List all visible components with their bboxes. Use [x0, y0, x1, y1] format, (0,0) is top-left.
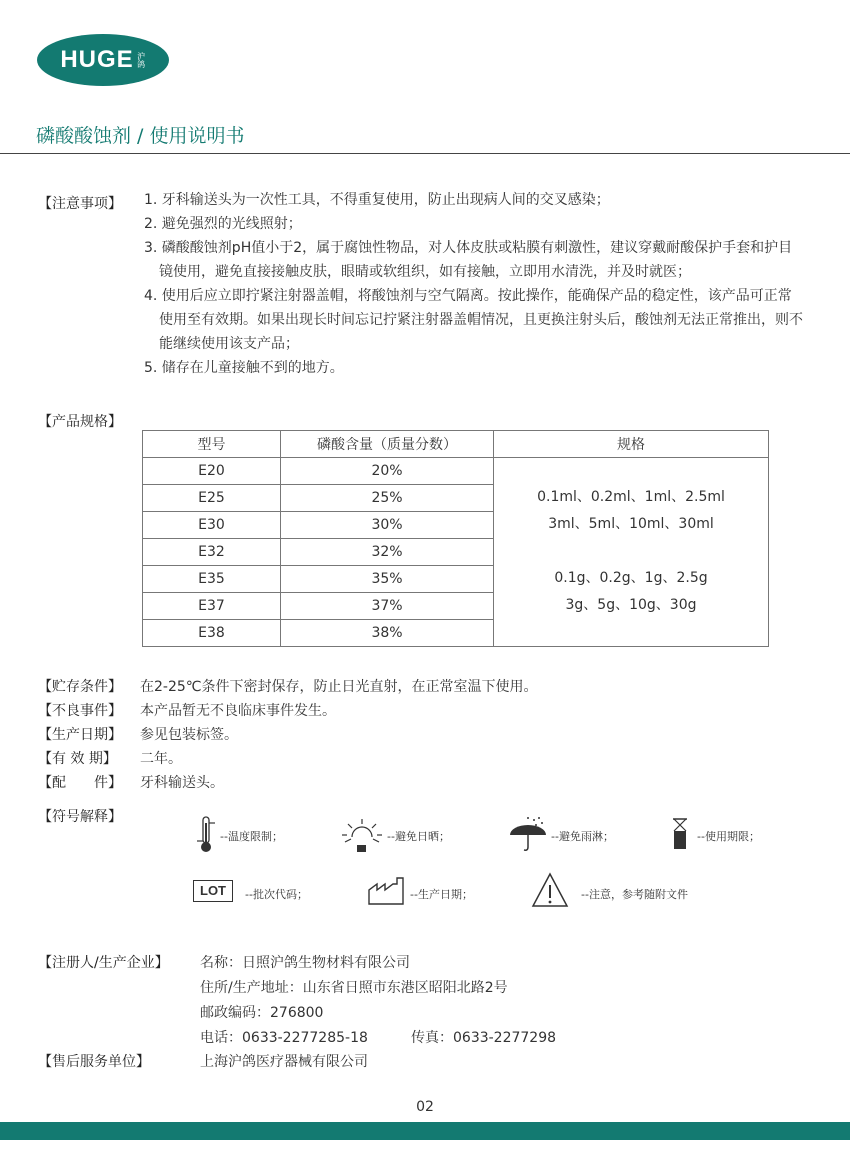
sizes-line: 3ml、5ml、10ml、30ml	[548, 516, 714, 532]
adverse-value: 本产品暂无不良临床事件发生。	[140, 703, 336, 719]
model-cell: E37	[143, 593, 281, 620]
logo-text: HUGE	[60, 46, 134, 73]
note-item-3: 3. 磷酸酸蚀剂pH值小于2，属于腐蚀性物品，对人体皮肤或粘膜有刺激性，建议穿戴耐酸保护手套和护目镜使用，避免直接接触皮肤，眼睛或软组织，如有接触，立即用水清洗，并及时就医；	[144, 240, 793, 280]
accessories-label: 【配 件】	[38, 775, 122, 791]
lot-symbol-text: --批次代码；	[245, 888, 308, 901]
model-cell: E35	[143, 566, 281, 593]
thermometer-icon	[194, 815, 218, 855]
content-cell: 37%	[281, 593, 494, 620]
content-cell: 35%	[281, 566, 494, 593]
content-cell: 25%	[281, 485, 494, 512]
footer-bar	[0, 1122, 850, 1140]
page-number: 02	[416, 1099, 434, 1115]
warning-icon	[531, 872, 569, 908]
note-item-1: 1. 牙科输送头为一次性工具，不得重复使用，防止出现病人间的交叉感染；	[144, 192, 610, 208]
storage-value: 在2-25℃条件下密封保存，防止日光直射，在正常室温下使用。	[140, 679, 538, 695]
sizes-line: 3g、5g、10g、30g	[565, 597, 697, 613]
table-row	[143, 458, 769, 485]
spec-header-model: 型号	[143, 431, 281, 458]
model-cell: E25	[143, 485, 281, 512]
factory-icon	[367, 876, 409, 906]
company-address: 住所/生产地址：山东省日照市东港区昭阳北路2号	[200, 980, 508, 996]
sizes-g-group	[494, 538, 768, 619]
content-cell: 38%	[281, 620, 494, 647]
sun-symbol-text: --避免日晒；	[387, 830, 450, 843]
storage-label: 【贮存条件】	[38, 679, 122, 695]
company-fax: 传真：0633-2277298	[411, 1030, 557, 1046]
spec-header-size: 规格	[494, 431, 769, 458]
note-item-4: 4. 使用后应立即拧紧注射器盖帽，将酸蚀剂与空气隔离。按此操作，能确保产品的稳定性，该产品可正常使用至有效期。如果出现长时间忘记拧紧注射器盖帽情况，且更换注射头后，酸蚀剂无法正常推出，则不能继续使用该支产品；	[144, 288, 803, 352]
caution-symbol-text: --注意，参考随附文件	[581, 888, 688, 901]
notes-list	[144, 188, 804, 380]
sizes-line: 0.1g、0.2g、1g、2.5g	[554, 570, 708, 586]
logo-subtext: 沪鸽	[136, 52, 146, 68]
brand-logo	[37, 34, 169, 86]
header-divider	[0, 153, 850, 154]
company-name: 名称：日照沪鸽生物材料有限公司	[200, 955, 410, 971]
sizes-ml-group	[494, 458, 768, 538]
spec-table	[142, 430, 769, 647]
hourglass-icon	[670, 817, 690, 851]
document-title: 磷酸酸蚀剂 / 使用说明书	[36, 125, 245, 147]
company-postcode: 邮政编码：276800	[200, 1005, 324, 1021]
model-cell: E38	[143, 620, 281, 647]
notes-label: 【注意事项】	[38, 196, 122, 212]
model-cell: E30	[143, 512, 281, 539]
sun-icon	[340, 817, 384, 853]
service-label: 【售后服务单位】	[38, 1054, 150, 1070]
umbrella-icon	[508, 815, 548, 853]
model-cell: E32	[143, 539, 281, 566]
manufacture-date-symbol-text: --生产日期；	[410, 888, 473, 901]
content-cell: 30%	[281, 512, 494, 539]
validity-value: 二年。	[140, 751, 182, 767]
note-item-2: 2. 避免强烈的光线照射；	[144, 216, 302, 232]
lot-icon: LOT	[193, 880, 233, 902]
sizes-line: 0.1ml、0.2ml、1ml、2.5ml	[537, 489, 725, 505]
model-cell: E20	[143, 458, 281, 485]
spec-header-row	[143, 431, 769, 458]
content-cell: 20%	[281, 458, 494, 485]
temperature-symbol-text: --温度限制；	[220, 830, 283, 843]
rain-symbol-text: --避免雨淋；	[551, 830, 614, 843]
note-item-5: 5. 储存在儿童接触不到的地方。	[144, 360, 344, 376]
sizes-cell	[494, 458, 769, 647]
expiry-symbol-text: --使用期限；	[697, 830, 760, 843]
manufacturer-label: 【注册人/生产企业】	[38, 955, 169, 971]
accessories-value: 牙科输送头。	[140, 775, 224, 791]
content-cell: 32%	[281, 539, 494, 566]
service-value: 上海沪鸽医疗器械有限公司	[200, 1054, 368, 1070]
adverse-label: 【不良事件】	[38, 703, 122, 719]
spec-header-content: 磷酸含量（质量分数）	[281, 431, 494, 458]
spec-label: 【产品规格】	[38, 414, 122, 430]
production-date-label: 【生产日期】	[38, 727, 122, 743]
production-date-value: 参见包装标签。	[140, 727, 238, 743]
symbols-label: 【符号解释】	[38, 809, 122, 825]
validity-label: 【有 效 期】	[38, 751, 117, 767]
company-phone: 电话：0633-2277285-18	[200, 1030, 368, 1046]
